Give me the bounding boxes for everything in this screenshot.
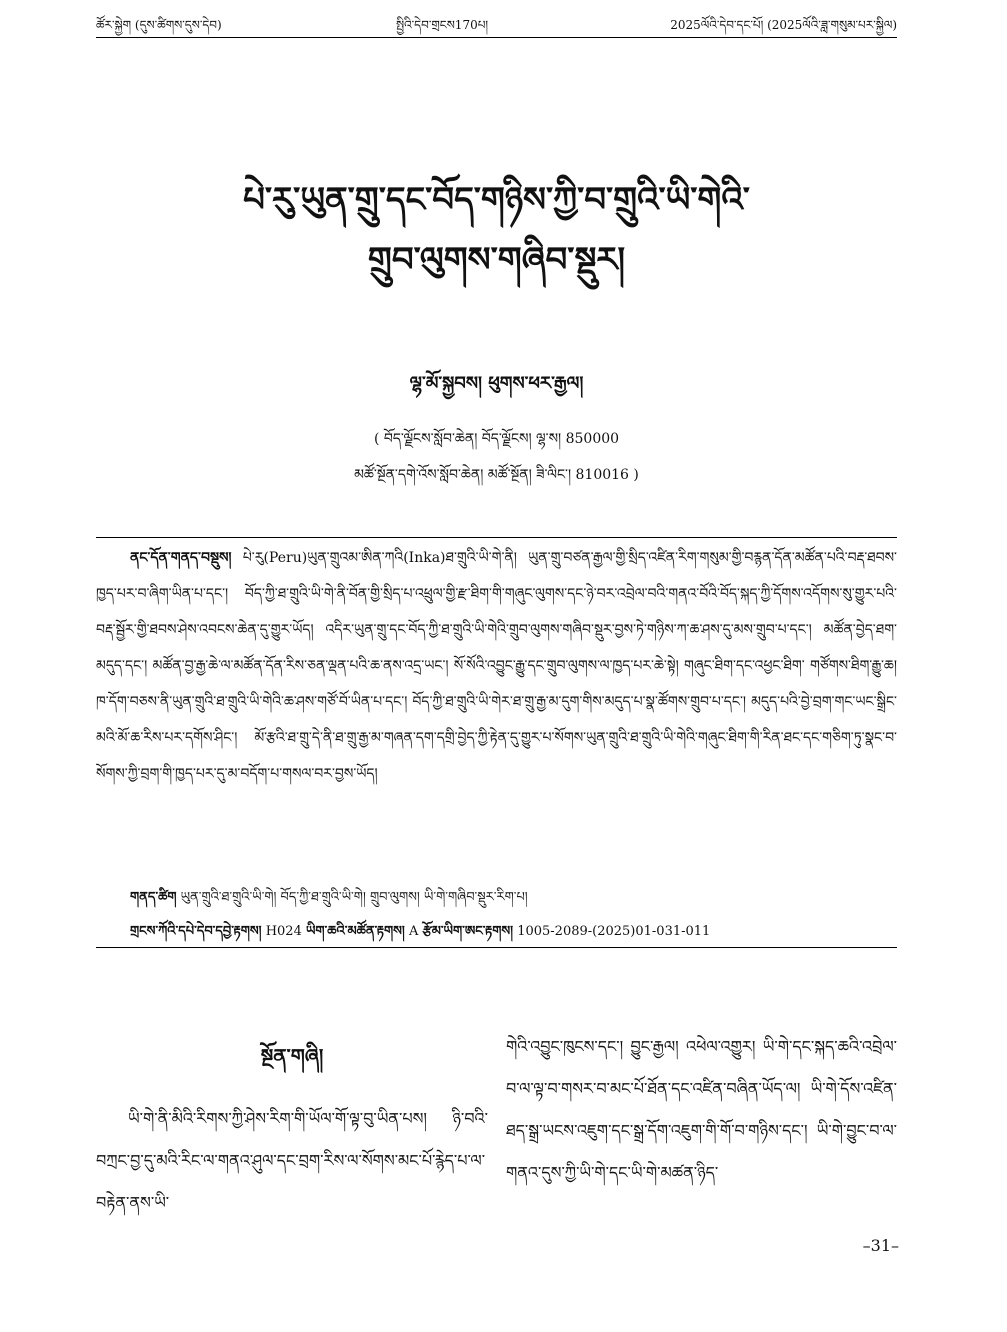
- article-id-label: རྩོམ་ཡིག་ཨང་རྟགས།: [422, 924, 514, 939]
- author-names: ལྷ་མོ་སྐྱབས། ཕུགས་ཕར་རྒྱལ།: [409, 373, 584, 394]
- article-title-line1: པེ་རུ་ཡུན་གྲུ་དང་བོད་གཉིས་ཀྱི་བ་གྲུའི་ཡི་གེའི་: [243, 180, 750, 220]
- abstract-top-rule: [96, 537, 897, 538]
- document-code-label: ཡིག་ཆའི་མཚོན་རྟགས།: [305, 924, 405, 939]
- article-title-line2: གྲུབ་ལུགས་གཞིབ་སྡུར།: [367, 240, 626, 280]
- header-divider: [96, 37, 897, 38]
- clc-label: གྲངས་ཀོའི་དཔེ་དེབ་དབྱེ་རྟགས།: [130, 924, 262, 939]
- abstract-text: པེ་རུ(Peru)ཡུན་གྲུའམ་ཨིན་ཀའི(Inka)ཐ་གྲུའི་ཡི་གེ་ནི། ཡུན་གྲུ་བཙན་རྒྱལ་གྱི་སྲིད་འཛིན་རིག་གསུམ་གྱི་བརྙན་དོན་མཚོན་པའི་བརྡ་ཐབས་ཁྱད་པར་བ་ཞིག་ཡིན་པ་དང་། བོད་ཀྱི་ཐ་གྲུའི་ཡི་གེ་ནི་བོན་གྱི་སྲིད་པ་འཕྲུལ་གྱི་རྫ་ཐིག་གི་གཞུང་ལུགས་དང་ཉེ་བར་འབྲེལ་བའི་གནའ་བོའི་བོད་སྐད་ཀྱི་དོགས་འདོགས་སུ་གྱུར་པའི་བརྡ་སྦྱོར་གྱི་ཐབས་ཤེས་འབངས་ཆེན་དུ་གྱུར་ཡོད། འདིར་ཡུན་གྲུ་དང་བོད་ཀྱི་ཐ་གྲུའི་ཡི་གེའི་གྲུབ་ལུགས་གཞིབ་སྡུར་བྱས་ཏེ་གཉིས་ཀ་ཆ་ཤས་དུ་མས་གྲུབ་པ་དང་། མཚོན་བྱེད་ཐག་མདུད་དང་། མཚོན་བྱ་རྒྱ་ཆེ་ལ་མཚོན་དོན་རིས་ཅན་ལྡན་པའི་ཆ་ནས་འདྲ་ཡང་། སོ་སོའི་འབྱུང་རྒྱུ་དང་གྲུབ་ལུགས་ལ་ཁྱད་པར་ཆེ་སྟེ། གཞུང་ཐིག་དང་འཕྱང་ཐིག་ གཙོགས་ཐིག་རྒྱུ་ཆ། ཁ་དོག་བཅས་ནི་ཡུན་གྲུའི་ཐ་གྲུའི་ཡི་གེའི་ཆ་ཤས་གཙོ་བོ་ཡིན་པ་དང་། བོད་ཀྱི་ཐ་གྲུའི་ཡི་གེར་ཐ་གྲུ་རྒྱ་མ་དུག་གིས་མདུད་པ་སྣ་ཚོགས་གྲུབ་པ་དང་། མདུད་པའི་བྱེ་བྲག་གང་ཡང་སྒྲིང་མའི་མོ་ཆ་རིས་པར་དགོས་ཤིང་། མོ་རྩའི་ཐ་གྲུ་དེ་ནི་ཐ་གྲུ་རྒྱ་མ་གཞན་དག་དགྲི་བྱེད་ཀྱི་རྟེན་དུ་གྱུར་པ་སོགས་ཡུན་གྲུའི་ཐ་གྲུའི་ཡི་གེའི་གཞུང་ཐིག་གི་རིན་ཐང་དང་གཅིག་ཏུ་སྣང་བ་སོགས་ཀྱི་བྲག་གི་ཁྱད་པར་དུ་མ་བདོག་པ་གསལ་བར་བྱས་ཡོད།: [96, 550, 897, 782]
- abstract-bottom-rule: [96, 947, 897, 948]
- article-id-value: 1005-2089-(2025)01-031-011: [513, 924, 711, 939]
- affiliation-line1: ( བོད་ལྗོངས་སློབ་ཆེན། བོད་ལྗོངས། ལྷ་ས། 850000: [373, 431, 620, 447]
- keywords-label: གནད་ཚིག: [130, 890, 177, 905]
- abstract-label: ནང་དོན་གནད་བསྡུས།: [130, 550, 232, 566]
- abstract: [96, 540, 897, 792]
- header-issue-date: 2025ལོའི་དེབ་དང་པོ། (2025ལོའི་ཟླ་གསུམ་པར་སྐྱིལ): [670, 18, 897, 32]
- affiliation-line2: མཚོ་སྔོན་དགེ་འོས་སློབ་ཆེན། མཚོ་སྔོན། ཟི་ལིང་། 810016 ): [354, 467, 639, 483]
- page-number: –31–: [862, 1236, 899, 1255]
- header-journal-name: ཚོར་སྐྱེག (དུས་ཚིགས་དུས་དེབ): [96, 18, 222, 32]
- body-column-left: ཡི་གེ་ནི་མིའི་རིགས་ཀྱི་ཤེས་རིག་གི་ཡོལ་གོ་ལྟ་བུ་ཡིན་པས། ཉི་བའི་བཀྲང་བྱ་དུ་མའི་རིང་ལ་གནའ་ཤུལ་དང་བྲག་རིས་ལ་སོགས་མང་པོ་རྙེད་པ་ལ་བརྟེན་ནས་ཡི་: [96, 1109, 488, 1212]
- clc-value: H024: [261, 924, 306, 939]
- body-column-right: གེའི་འབྱུང་ཁུངས་དང་། བྱུང་རྒྱལ། འཕེལ་འགྱུར། ཡི་གེ་དང་སྐད་ཆའི་འབྲེལ་བ་ལ་ལྟ་བ་གསར་བ་མང་པོ་ཐོན་དང་འཛིན་བཞིན་ཡོད་ལ། ཡི་གེ་དོས་འཛིན་ཐད་སྒྲ་ཡངས་འཇུག་དང་སྒྲ་དོག་འཇུག་གི་གོ་བ་གཉིས་དང་། ཡི་གེ་བྱུང་བ་ལ་གནའ་དུས་ཀྱི་ཡི་གེ་དང་ཡི་གེ་མཚན་ཉིད་: [506, 1037, 897, 1182]
- keywords-text: ཡུན་གྲུའི་ཐ་གྲུའི་ཡི་གེ། བོད་ཀྱི་ཐ་གྲུའི་ཡི་གེ། གྲུབ་ལུགས། ཡི་གེ་གཞིབ་སྡུར་རིག་པ།: [176, 890, 528, 905]
- header-issue-number: སྤྱིའི་དེབ་གྲངས170པ།: [396, 18, 489, 32]
- document-code-value: A: [404, 924, 423, 939]
- keywords: [96, 882, 897, 919]
- running-header: [96, 0, 897, 40]
- section-heading-introduction: སྔོན་གཞི།: [260, 1044, 324, 1068]
